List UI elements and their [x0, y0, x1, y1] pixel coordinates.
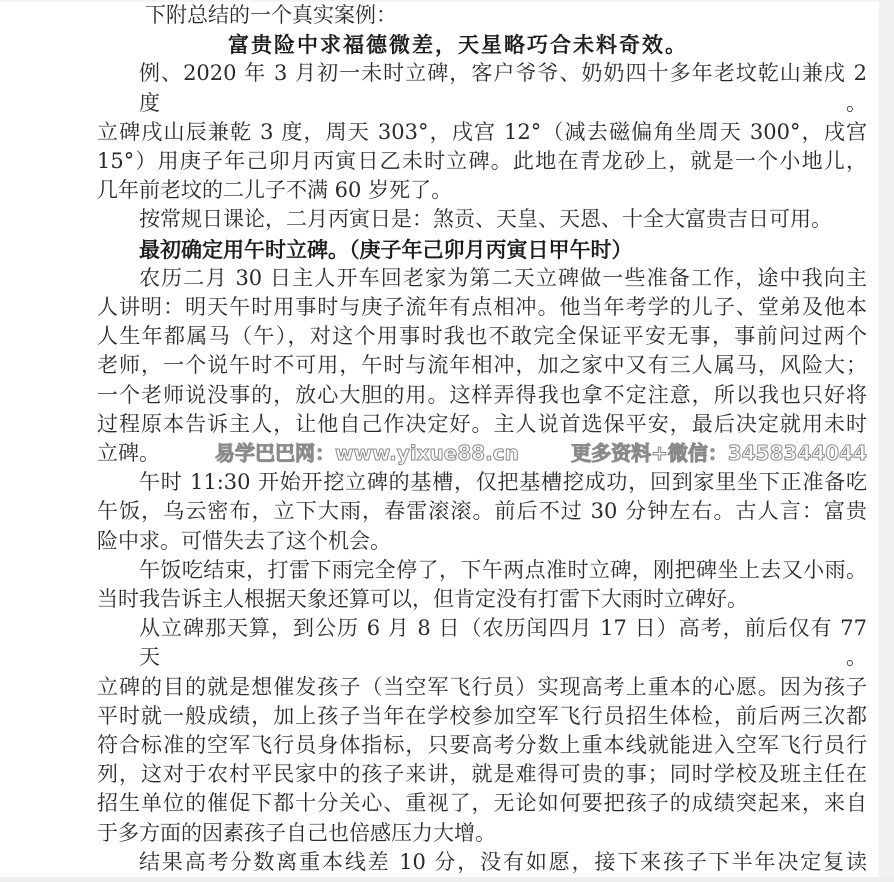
section-title	[0, 30, 894, 59]
text-line: 例、2020 年 3 月初一未时立碑，客户爷爷、奶奶四十多年老坟乾山兼戌 2 度。	[139, 61, 867, 115]
text-line: 符合标准的空军飞行员身体指标，只要高考分数上重本线就能进入空军飞行员行	[97, 733, 867, 758]
paragraph	[0, 848, 894, 877]
text-line: 人生年都属马（午），对这个用事时我也不敢完全保证平安无事，事前问过两个	[97, 324, 867, 349]
text-line: 险中求。可惜失去了这个机会。	[97, 528, 391, 553]
paragraph	[0, 614, 894, 848]
text-line: 于多方面的因素孩子自己也倍感压力大增。	[97, 820, 496, 845]
text-line: 富贵险中求福德微差，天星略巧合未料奇效。	[228, 32, 688, 58]
text-line: 几年前老坟的二儿子不满 60 岁死了。	[97, 178, 453, 203]
text-line: 列，这对于农村平民家中的孩子来讲，就是难得可贵的事；同时学校及班主任在	[97, 762, 867, 787]
intro-line	[0, 1, 894, 30]
text-line: 下附总结的一个真实案例：	[145, 3, 397, 27]
text-line: 午时 11:30 开始开挖立碑的基槽，仅把基槽挖成功，回到家里坐下正准备吃	[139, 470, 867, 495]
text-line: 按常规日课论，二月丙寅日是：煞贡、天皇、天恩、十全大富贵吉日可用。	[139, 207, 832, 232]
page-bottom-edge	[0, 877, 894, 882]
paragraph	[0, 235, 894, 264]
paragraph	[0, 556, 894, 614]
text-line: 人讲明：明天午时用事时与庚子流年有点相冲。他当年考学的儿子、堂弟及他本	[97, 295, 867, 320]
watermark-site: 易学巴巴网：www.yixue88.cn	[215, 441, 519, 466]
text-line: 过程原本告诉主人，让他自己作决定好。主人说首选保平安，最后决定就用未时	[97, 411, 867, 436]
text-line: 一个老师说没事的，放心大胆的用。这样弄得我也拿不定注意，所以我也只好将	[97, 382, 867, 407]
text-line: 招生单位的催促下都十分关心、重视了，无论如何要把孩子的成绩突起来，来自	[97, 791, 867, 816]
text-line: 午饭吃结束，打雷下雨完全停了，下午两点准时立碑，刚把碑坐上去又小雨。	[139, 557, 867, 582]
text-line: 立碑。	[97, 441, 160, 466]
paragraph	[0, 59, 894, 205]
paragraph	[0, 205, 894, 234]
text-line: 最初确定用午时立碑。（庚子年己卯月丙寅日甲午时）	[139, 236, 633, 262]
text-line: 午饭，乌云密布，立下大雨，春雷滚滚。前后不过 30 分钟左右。古人言：富贵	[97, 499, 867, 524]
paragraph	[0, 264, 894, 468]
text-line: 农历二月 30 日主人开车回老家为第二天立碑做一些准备工作，途中我向主	[139, 265, 867, 290]
text-line: 从立碑那天算，到公历 6 月 8 日（农历闰四月 17 日）高考，前后仅有 77 天。	[139, 616, 867, 670]
watermark	[215, 439, 867, 468]
watermark-contact: 更多资料+微信：3458344044	[571, 441, 867, 466]
text-line: 立碑的目的就是想催发孩子（当空军飞行员）实现高考上重本的心愿。因为孩子	[97, 674, 867, 699]
text-line: 15°）用庚子年己卯月丙寅日乙未时立碑。此地在青龙砂上，就是一个小地儿，	[97, 149, 867, 174]
text-line: 老师，一个说午时不可用，午时与流年相冲，加之家中又有三人属马，风险大；	[97, 353, 867, 378]
text-line: 结果高考分数离重本线差 10 分，没有如愿，接下来孩子下半年决定复读	[139, 849, 867, 874]
paragraph	[0, 468, 894, 556]
text-line: 当时我告诉主人根据天象还算可以，但肯定没有打雷下大雨时立碑好。	[97, 587, 748, 612]
text-line: 立碑戌山辰兼乾 3 度，周天 303°，戌宫 12°（减去磁偏角坐周天 300°，戌宫	[97, 119, 867, 144]
text-line: 平时就一般成绩，加上孩子当年在学校参加空军飞行员招生体检，前后两三次都	[97, 703, 867, 728]
